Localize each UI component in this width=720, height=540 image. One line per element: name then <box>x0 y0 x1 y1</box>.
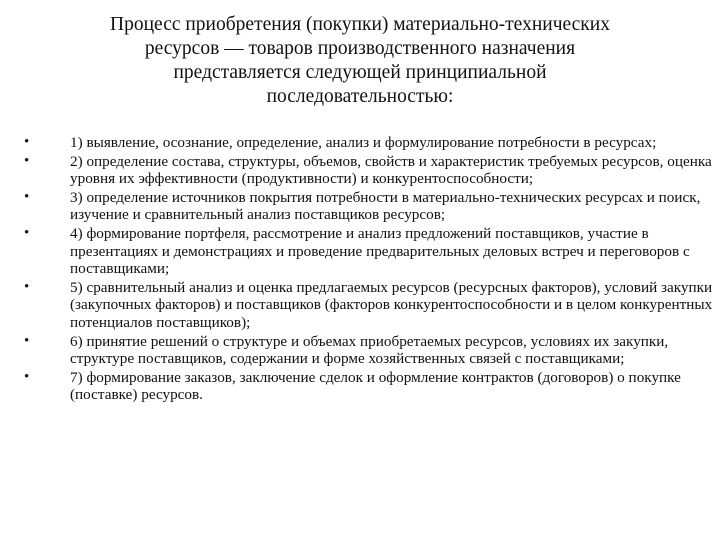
list-item-text: 5) сравнительный анализ и оценка предлагаемых ресурсов (ресурсных факторов), условий закупки (закупочных факторов) и поставщиков (факторов конкурентоспособности и в целом конкурентных потенциалов поставщиков); <box>70 278 713 331</box>
list-item-text: 3) определение источников покрытия потребности в материально-технических ресурсах и поиск, изучение и сравнительный анализ поставщиков ресурсов; <box>70 188 701 224</box>
list-item-text: 7) формирование заказов, заключение сделок и оформление контрактов (договоров) о покупке (поставке) ресурсов. <box>70 368 681 404</box>
bullet-icon: • <box>24 152 30 169</box>
bullet-icon: • <box>24 278 30 295</box>
list-item <box>24 225 714 278</box>
bullet-icon: • <box>24 134 30 150</box>
bullet-icon: • <box>24 332 30 349</box>
list-item <box>24 333 714 368</box>
list-item-text: 1) выявление, осознание, определение, анализ и формулирование потребности в ресурсах; <box>70 134 657 151</box>
list-item-text: 4) формирование портфеля, рассмотрение и анализ предложений поставщиков, участие в презентациях и демонстрациях и проведение предварительных деловых встреч и переговоров с поставщиками; <box>70 224 690 278</box>
bullet-icon: • <box>24 188 30 205</box>
list-item-text: 6) принятие решений о структуре и объемах приобретаемых ресурсов, условиях их закупки, структуре поставщиков, содержании и форме хозяйственных связей с поставщиками; <box>70 332 669 368</box>
bullet-list <box>24 134 714 405</box>
list-item <box>24 153 714 188</box>
list-item <box>24 134 714 152</box>
slide-title: Процесс приобретения (покупки) материально-технических ресурсов — товаров производственного назначения представляется следующей принципиальной последовательностью: <box>110 14 610 107</box>
list-item <box>24 279 714 332</box>
list-item-text: 2) определение состава, структуры, объемов, свойств и характеристик требуемых ресурсов, оценка уровня их эффективности (продуктивности) и конкурентоспособности; <box>70 152 712 188</box>
bullet-icon: • <box>24 368 30 385</box>
list-item <box>24 189 714 224</box>
list-item <box>24 369 714 404</box>
bullet-icon: • <box>24 224 30 241</box>
